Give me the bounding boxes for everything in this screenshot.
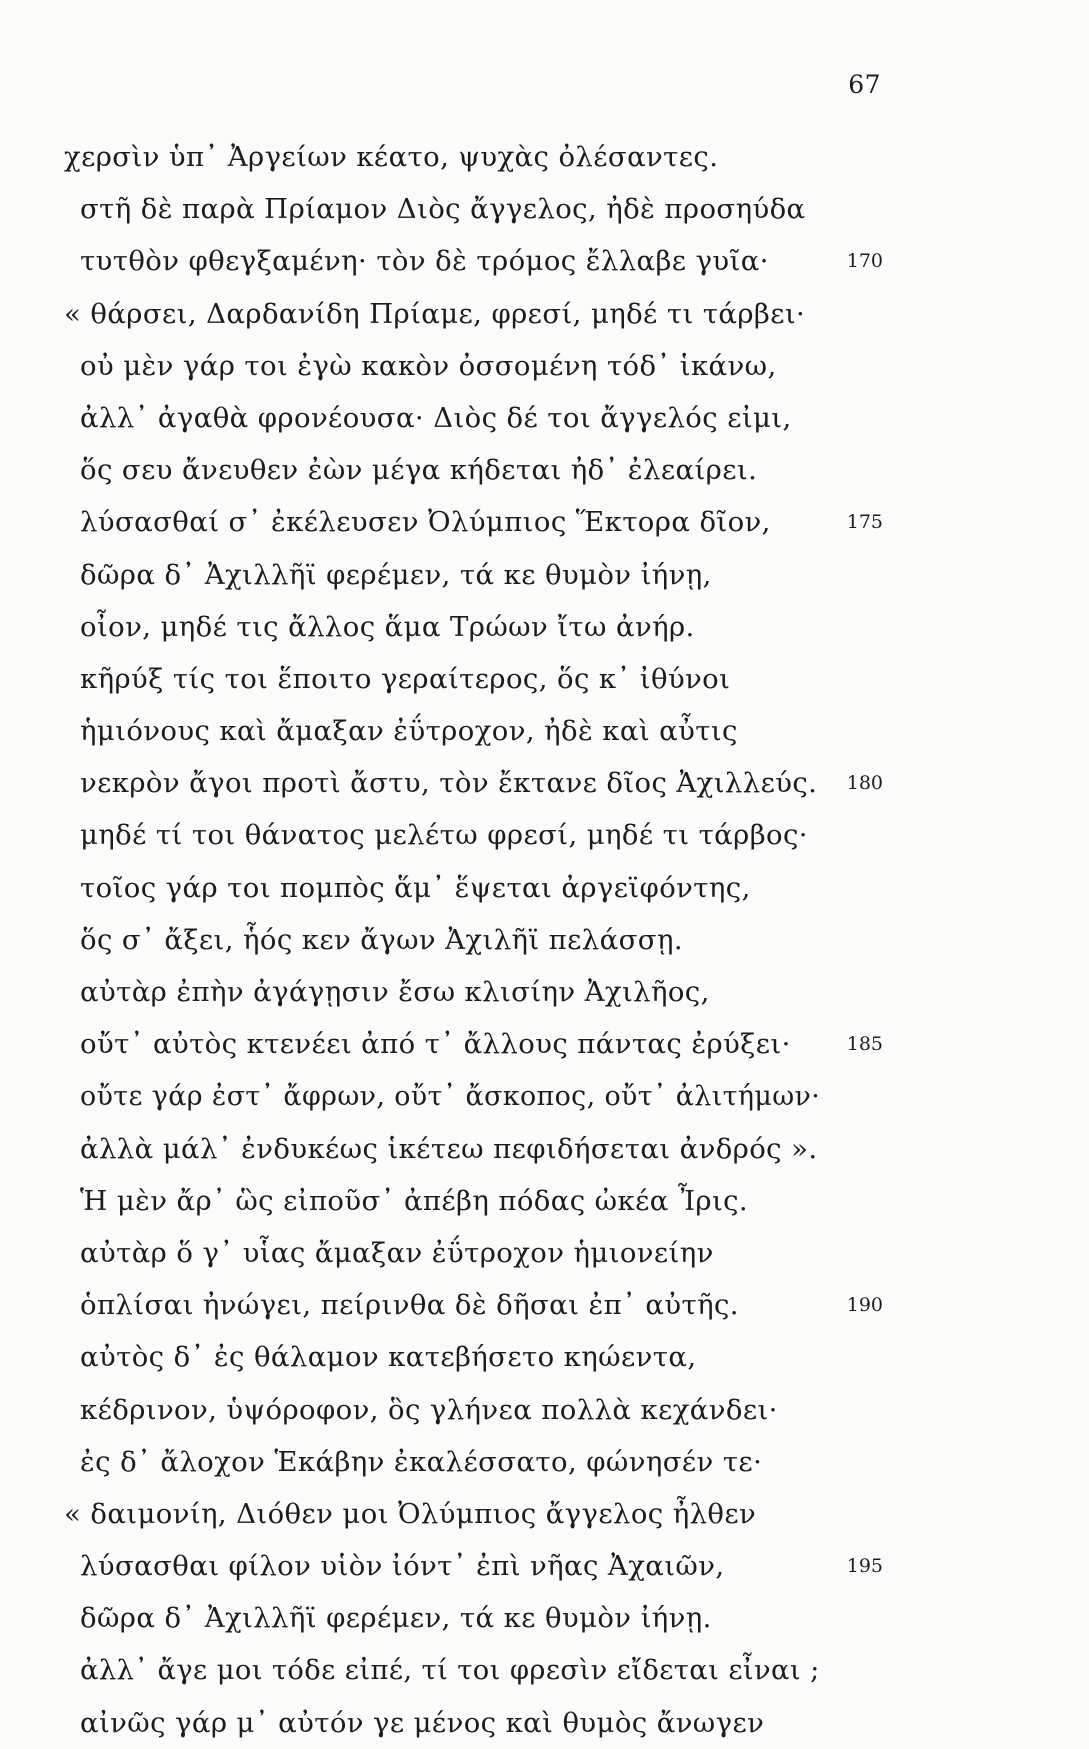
verse-line — [0, 131, 1089, 183]
verse-line — [0, 288, 1089, 340]
verse-line — [0, 1175, 1089, 1227]
verse-line — [0, 1644, 1089, 1696]
verse-text: οἶον, μηδέ τις ἄλλος ἅμα Τρώων ἴτω ἀνήρ. — [80, 610, 695, 643]
verse-line — [0, 601, 1089, 653]
verse-line — [0, 1331, 1089, 1383]
verse-text: ὅς σευ ἄνευθεν ἐὼν μέγα κήδεται ἠδ᾽ ἐλεαίρει. — [80, 454, 758, 487]
verse-line — [0, 914, 1089, 966]
verse-text: οὔτ᾽ αὐτὸς κτενέει ἀπό τ᾽ ἄλλους πάντας ἐρύξει· — [80, 1028, 791, 1061]
verse-line — [0, 549, 1089, 601]
verse-text: δῶρα δ᾽ Ἀχιλλῆϊ φερέμεν, τά κε θυμὸν ἰήνῃ. — [80, 1602, 712, 1635]
verse-text: δῶρα δ᾽ Ἀχιλλῆϊ φερέμεν, τά κε θυμὸν ἰήνῃ, — [80, 558, 712, 591]
verse-text: οὐ μὲν γάρ τοι ἐγὼ κακὸν ὀσσομένη τόδ᾽ ἱκάνω, — [80, 349, 777, 382]
verse-line — [0, 1279, 1089, 1331]
verse-text: οὔτε γάρ ἐστ᾽ ἄφρων, οὔτ᾽ ἄσκοπος, οὔτ᾽ ἀλιτήμων· — [80, 1080, 821, 1113]
verse-text: στῆ δὲ παρὰ Πρίαμον Διὸς ἄγγελος, ἠδὲ προσηύδα — [80, 193, 806, 226]
verse-text: τυτθὸν φθεγξαμένη· τὸν δὲ τρόμος ἔλλαβε γυῖα· — [80, 245, 769, 278]
verse-text: νεκρὸν ἄγοι προτὶ ἄστυ, τὸν ἔκτανε δῖος Ἀχιλλεύς. — [80, 767, 818, 800]
verse-line — [0, 1697, 1089, 1749]
verse-text: αὐτὸς δ᾽ ἐς θάλαμον κατεβήσετο κηώεντα, — [80, 1341, 697, 1374]
verse-text: ὁπλίσαι ἠνώγει, πείρινθα δὲ δῆσαι ἐπ᾽ αὐτῆς. — [80, 1289, 739, 1322]
line-number: 190 — [846, 1294, 883, 1317]
verse-text: ἀλλὰ μάλ᾽ ἐνδυκέως ἱκέτεω πεφιδήσεται ἀνδρός ». — [80, 1132, 818, 1165]
page-number: 67 — [848, 70, 881, 99]
verse-text: λύσασθαί σ᾽ ἐκέλευσεν Ὀλύμπιος Ἕκτορα δῖον, — [80, 506, 771, 539]
verse-line — [0, 966, 1089, 1018]
verse-text: ἀλλ᾽ ἄγε μοι τόδε εἰπέ, τί τοι φρεσὶν εἴδεται εἶναι ; — [80, 1654, 820, 1687]
verse-text: κέδρινον, ὑψόροφον, ὃς γλήνεα πολλὰ κεχάνδει· — [80, 1393, 778, 1426]
verse-line — [0, 809, 1089, 861]
verse-text: αὐτὰρ ἐπὴν ἀγάγῃσιν ἔσω κλισίην Ἀχιλῆος, — [80, 976, 710, 1008]
verse-line — [0, 392, 1089, 444]
verse-text: ἡμιόνους καὶ ἄμαξαν ἐΰτροχον, ἠδὲ καὶ αὖτις — [80, 715, 738, 748]
verse-list — [0, 131, 1089, 1749]
verse-text: αἰνῶς γάρ μ᾽ αὐτόν γε μένος καὶ θυμὸς ἄνωγεν — [80, 1706, 765, 1739]
verse-line — [0, 183, 1089, 235]
verse-text: κῆρύξ τίς τοι ἕποιτο γεραίτερος, ὅς κ᾽ ἰθύνοι — [80, 662, 731, 695]
verse-text: Ἡ μὲν ἄρ᾽ ὣς εἰποῦσ᾽ ἀπέβη πόδας ὠκέα Ἶρις. — [80, 1184, 749, 1217]
verse-text: μηδέ τί τοι θάνατος μελέτω φρεσί, μηδέ τι τάρβος· — [80, 819, 808, 852]
verse-line — [0, 653, 1089, 705]
verse-line — [0, 235, 1089, 287]
verse-line — [0, 1436, 1089, 1488]
verse-text: αὐτὰρ ὅ γ᾽ υἷας ἄμαξαν ἐΰτροχον ἡμιονείην — [80, 1236, 714, 1269]
verse-text: « δαιμονίη, Διόθεν μοι Ὀλύμπιος ἄγγελος ἦλθεν — [64, 1497, 757, 1530]
verse-line — [0, 1488, 1089, 1540]
verse-text: τοῖος γάρ τοι πομπὸς ἅμ᾽ ἕψεται ἀργεϊφόντης, — [80, 871, 751, 904]
verse-text: ἐς δ᾽ ἄλοχον Ἑκάβην ἐκαλέσσατο, φώνησέν τε· — [80, 1445, 763, 1478]
verse-text: ἀλλ᾽ ἀγαθὰ φρονέουσα· Διὸς δέ τοι ἄγγελός εἰμι, — [80, 401, 792, 434]
verse-line — [0, 862, 1089, 914]
verse-line — [0, 1384, 1089, 1436]
verse-line — [0, 1123, 1089, 1175]
verse-text: χερσὶν ὑπ᾽ Ἀργείων κέατο, ψυχὰς ὀλέσαντες. — [64, 141, 719, 173]
verse-line — [0, 1592, 1089, 1644]
verse-line — [0, 496, 1089, 548]
line-number: 185 — [846, 1033, 883, 1056]
verse-line — [0, 1018, 1089, 1070]
verse-line — [0, 705, 1089, 757]
verse-line — [0, 1227, 1089, 1279]
verse-line — [0, 444, 1089, 496]
verse-text: « θάρσει, Δαρδανίδη Πρίαμε, φρεσί, μηδέ τι τάρβει· — [64, 297, 806, 330]
verse-text: λύσασθαι φίλον υἱὸν ἰόντ᾽ ἐπὶ νῆας Ἀχαιῶν, — [80, 1550, 725, 1583]
line-number: 180 — [846, 772, 883, 795]
line-number: 175 — [846, 511, 883, 534]
line-number: 195 — [846, 1555, 883, 1578]
verse-text: ὅς σ᾽ ἄξει, ἧός κεν ἄγων Ἀχιλῆϊ πελάσσῃ. — [80, 923, 683, 956]
line-number: 170 — [846, 250, 883, 273]
verse-line — [0, 1540, 1089, 1592]
verse-line — [0, 757, 1089, 809]
verse-line — [0, 1070, 1089, 1122]
verse-line — [0, 340, 1089, 392]
